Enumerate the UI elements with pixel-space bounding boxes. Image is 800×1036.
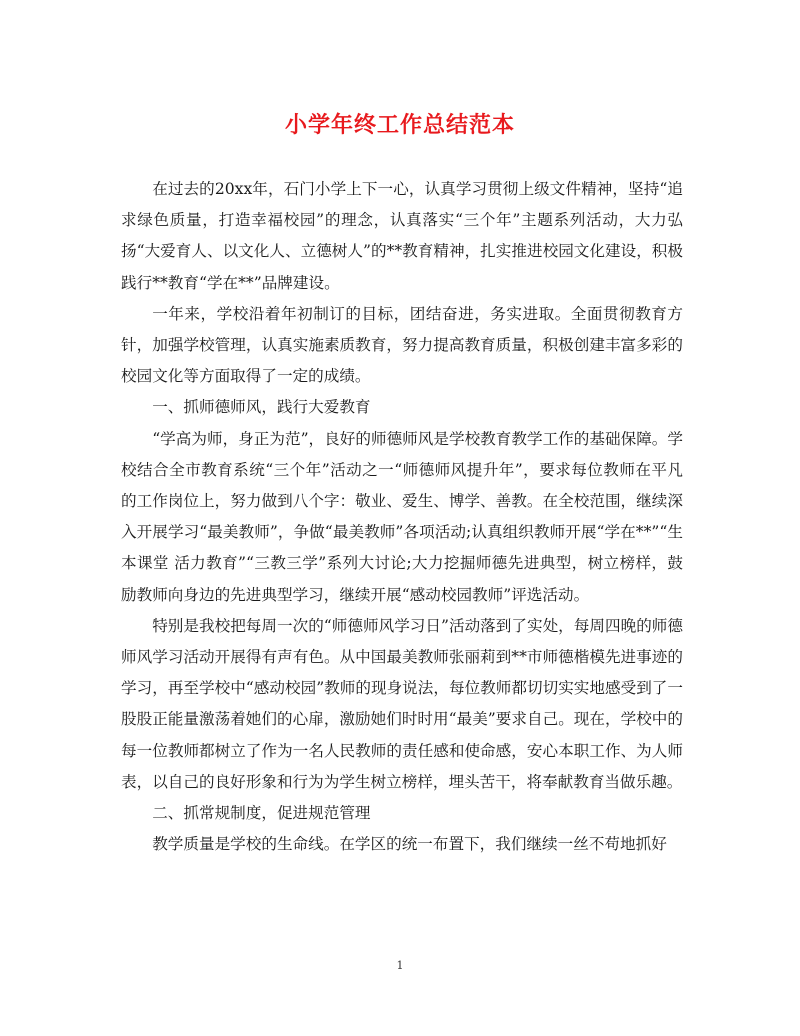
paragraph-summary: 一年来，学校沿着年初制订的目标，团结奋进，务实进取。全面贯彻教育方针，加强学校管理，认真实施素质教育，努力提高教育质量，积极创建丰富多彩的校园文化等方面取得了一定的成绩。 bbox=[121, 304, 683, 386]
document-body bbox=[121, 174, 683, 860]
section-heading-1: 一、抓师德师风，践行大爱教育 bbox=[152, 398, 371, 417]
page-number: 1 bbox=[396, 959, 404, 972]
paragraph-study-day: 特别是我校把每周一次的“师德师风学习日”活动落到了实处，每周四晚的师德师风学习活动开展得有声有色。从中国最美教师张丽莉到**市师德楷模先进事迹的学习，再至学校中“感动校园”教师的现身说法，每位教师都切切实实地感受到了一股股正能量激荡着她们的心扉，激励她们时时用“最美”要求自己。现在，学校中的每一位教师都树立了作为一名人民教师的责任感和使命感，安心本职工作、为人师表，以自己的良好形象和行为为学生树立榜样，埋头苦干，将奉献教育当做乐趣。 bbox=[121, 616, 683, 791]
section-heading-2: 二、抓常规制度，促进规范管理 bbox=[152, 804, 371, 823]
paragraph-teaching-quality: 教学质量是学校的生命线。在学区的统一布置下，我们继续一丝不苟地抓好 bbox=[152, 835, 667, 854]
document-title: 小学年终工作总结范本 bbox=[284, 113, 515, 138]
paragraph-teacher-ethics: “学高为师，身正为范”，良好的师德师风是学校教育教学工作的基础保障。学校结合全市教育系统“三个年”活动之一“师德师风提升年”，要求每位教师在平凡的工作岗位上，努力做到八个字：敬业、爱生、博学、善教。在全校范围，继续深入开展学习“最美教师”，争做“最美教师”各项活动;认真组织教师开展“学在**”“生本课堂 活力教育”“三教三学”系列大讨论;大力挖掘师德先进典型，树立榜样，鼓励教师向身边的先进典型学习，继续开展“感动校园教师”评选活动。 bbox=[121, 429, 683, 604]
paragraph-intro: 在过去的20xx年，石门小学上下一心，认真学习贯彻上级文件精神，坚持“追求绿色质量，打造幸福校园”的理念，认真落实“三个年”主题系列活动，大力弘扬“大爱育人、以文化人、立德树人”的**教育精神，扎实推进校园文化建设，积极践行**教育“学在**”品牌建设。 bbox=[121, 180, 683, 292]
